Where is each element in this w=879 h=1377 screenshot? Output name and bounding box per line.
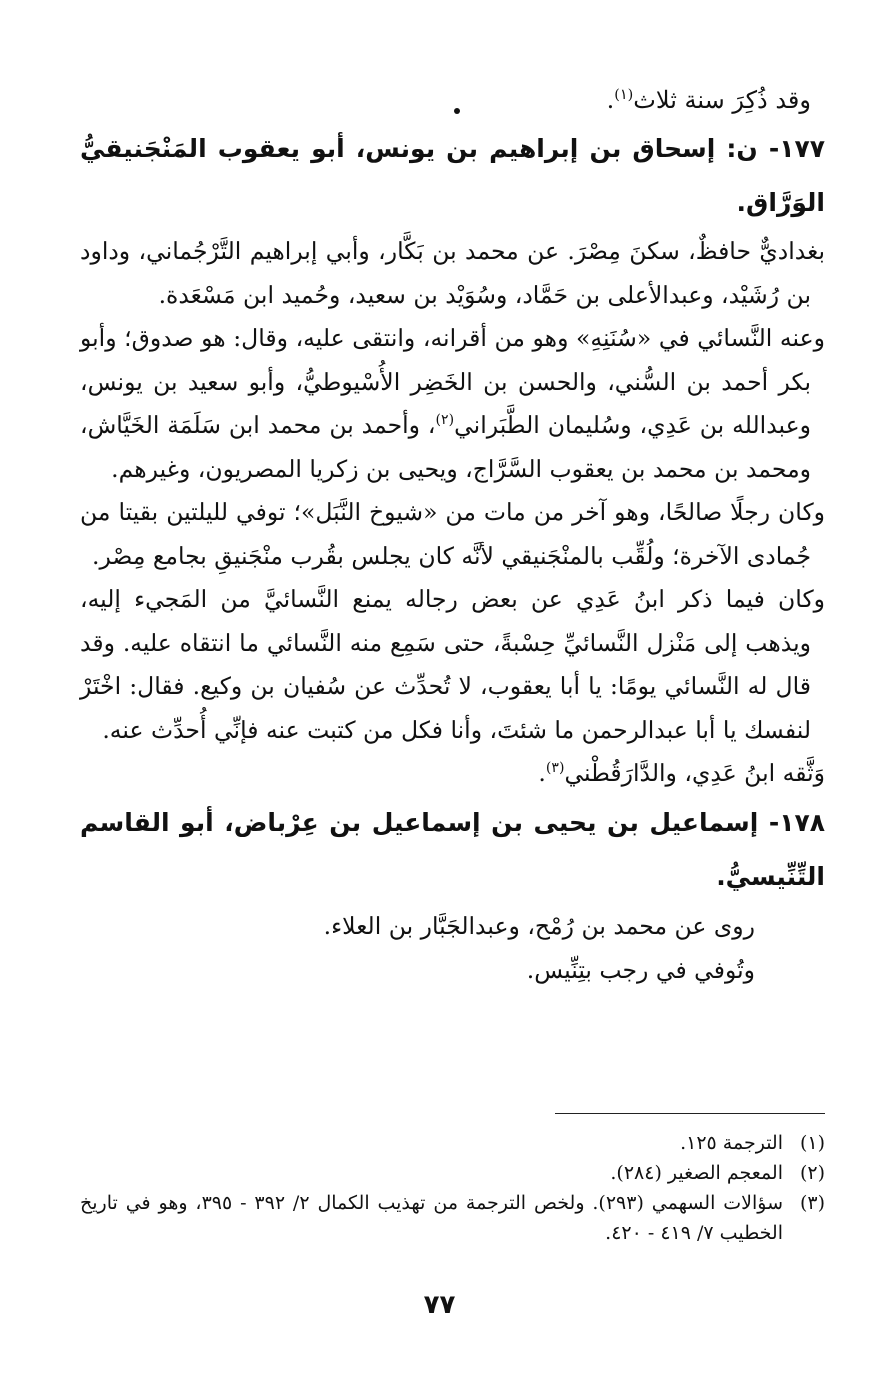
footnote-ref-2: (٢)	[435, 412, 455, 429]
entry-177-paragraph-2	[80, 317, 825, 491]
entry-178-line-1: روى عن محمد بن رُمْح، وعبدالجَبَّار بن العلاء.	[323, 911, 755, 940]
opening-line	[80, 78, 825, 122]
footnote-number: (٢)	[799, 1162, 825, 1184]
footnote-divider	[555, 1113, 825, 1114]
footnote-number: (٣)	[799, 1192, 825, 1214]
page-number: ٧٧	[423, 1290, 456, 1320]
entry-177-paragraph-2-part-b: ، وأحمد بن محمد ابن سَلَمَة الخَيَّاش، ومحمد بن محمد بن يعقوب السَّرَّاج، ويحيى بن زكريا المصريون، وغيرهم.	[80, 411, 811, 483]
entry-178-line-2: وتُوفي في رجب بتِنِّيس.	[526, 955, 755, 984]
footnote-text: الترجمة ١٢٥.	[680, 1132, 783, 1154]
page-body	[80, 78, 825, 992]
footnote-3	[80, 1188, 825, 1248]
footnote-2	[80, 1158, 825, 1188]
footnote-ref-3: (٣)	[545, 760, 565, 777]
footnote-text: سؤالات السهمي (٢٩٣). ولخص الترجمة من تهذيب الكمال ٢/ ٣٩٢ - ٣٩٥، وهو في تاريخ الخطيب ٧/ ٤١٩ - ٤٢٠.	[80, 1192, 784, 1244]
footnote-text: المعجم الصغير (٢٨٤).	[610, 1162, 783, 1184]
entry-177-paragraph-5-end: .	[538, 759, 546, 787]
entry-177-paragraph-5	[80, 752, 825, 796]
entry-177-paragraph-3: وكان رجلًا صالحًا، وهو آخر من مات من «شيوخ النَّبَل»؛ توفي لليلتين بقيتا من جُمادى الآخرة؛ ولُقِّب بالمنْجَنيقي لأنَّه كان يجلس بقُرب منْجَنيقِ بجامع مِصْر.	[80, 498, 825, 570]
footnote-1	[80, 1128, 825, 1158]
entry-177-paragraph-4: وكان فيما ذكر ابنُ عَدِي عن بعض رجاله يمنع النَّسائيَّ من المَجيء إليه، ويذهب إلى مَنْزل النَّسائيِّ حِسْبةً، حتى سَمِع منه النَّسائي ما انتقاه عليه. وقد قال له النَّسائي يومًا: يا أبا يعقوب، لا تُحدِّث عن سُفيان بن وكيع. فقال: اخْتَرْ لنفسك يا أبا عبدالرحمن ما شئتَ، وأنا فكل من كتبت عنه فإنِّي أُحدِّث عنه.	[80, 585, 825, 744]
entry-177-heading: ١٧٧- ن: إسحاق بن إبراهيم بن يونس، أبو يعقوب المَنْجَنيقيُّ الوَرَّاق.	[80, 134, 825, 217]
footnote-number: (١)	[799, 1132, 825, 1154]
opening-line-text: وقد ذُكِرَ سنة ثلاث	[633, 86, 811, 114]
entry-178-heading: ١٧٨- إسماعيل بن يحيى بن إسماعيل بن عِرْباض، أبو القاسم التِّنِّيسيُّ.	[80, 807, 825, 891]
entry-177-paragraph-1: بغداديٌّ حافظٌ، سكنَ مِصْرَ. عن محمد بن بَكَّار، وأبي إبراهيم التَّرْجُماني، وداود بن رُشَيْد، وعبدالأعلى بن حَمَّاد، وسُوَيْد بن سعيد، وحُميد ابن مَسْعَدة.	[80, 237, 825, 309]
footnote-ref-1: (١)	[614, 87, 634, 103]
entry-177-paragraph-5-text: وَثَّقه ابنُ عَدِي، والدَّارَقُطْني	[564, 759, 825, 787]
footnotes	[80, 1128, 825, 1248]
entry-177-paragraph-2-part-a: وعنه النَّسائي في «سُنَنِهِ» وهو من أقرانه، وانتقى عليه، وقال: هو صدوق؛ وأبو بكر أحمد بن السُّني، والحسن بن الخَضِر الأُسْيوطيُّ، وأبو سعيد بن يونس، وعبدالله بن عَدِي، وسُليمان الطَّبَراني	[80, 324, 825, 439]
opening-line-end: .	[606, 86, 615, 114]
